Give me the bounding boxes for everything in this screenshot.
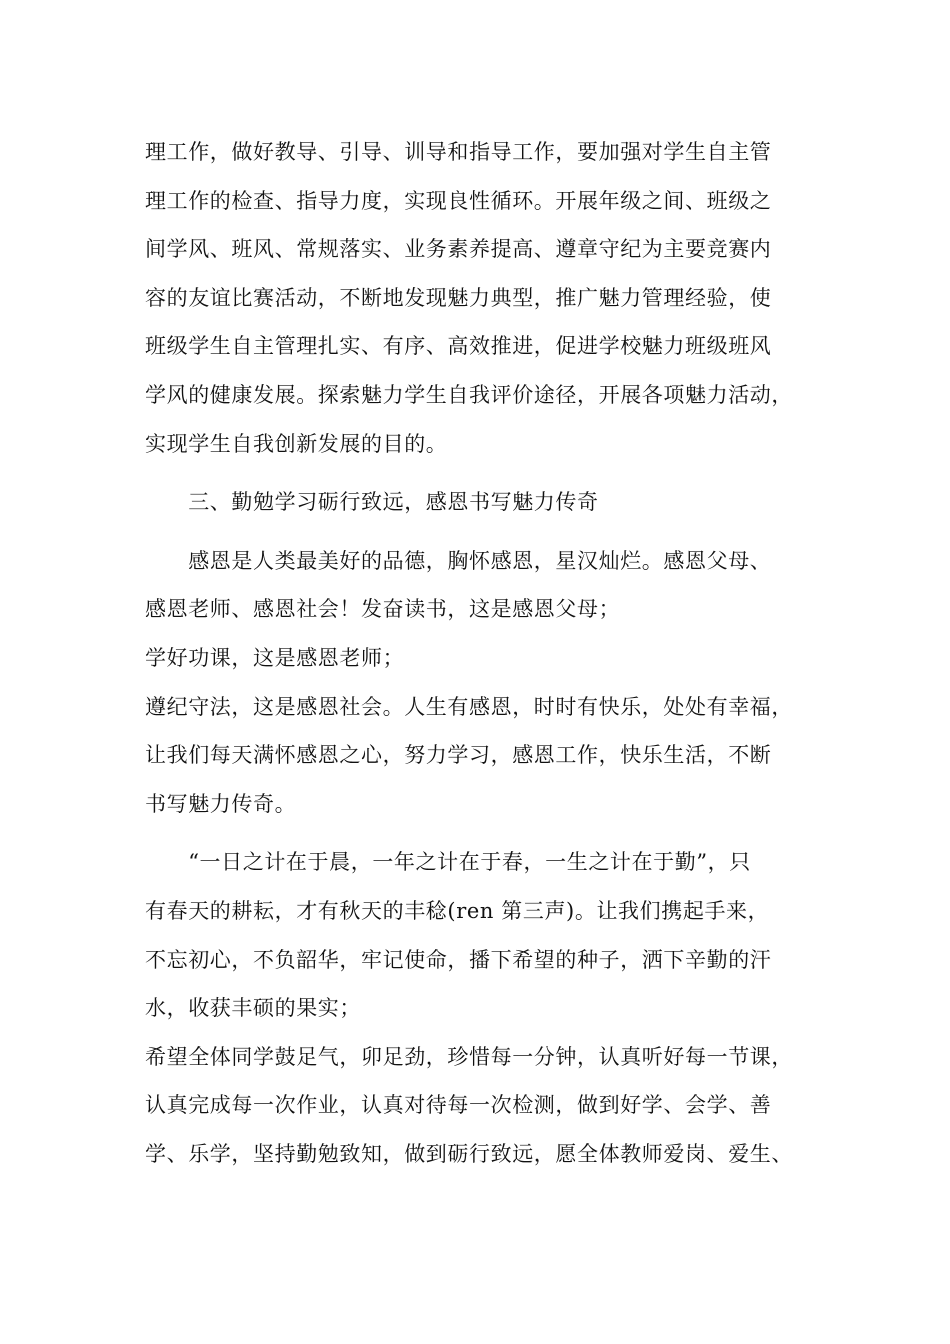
text-line: 容的友谊比赛活动，不断地发现魅力典型，推广魅力管理经验，使: [145, 285, 772, 310]
text-line: 间学风、班风、常规落实、业务素养提高、遵章守纪为主要竞赛内: [145, 237, 772, 262]
text-line: 实现学生自我创新发展的目的。: [145, 431, 448, 456]
text-line: 感恩老师、感恩社会！发奋读书，这是感恩父母；: [145, 597, 621, 622]
text-line: 理工作的检查、指导力度，实现良性循环。开展年级之间、班级之: [145, 188, 772, 213]
body-text: [145, 128, 825, 1178]
text-line: 感恩是人类最美好的品德，胸怀感恩，星汉灿烂。感恩父母、: [145, 548, 772, 573]
paragraph-gap: [145, 468, 825, 478]
text-line: 学好功课，这是感恩老师；: [145, 645, 405, 670]
text-line: 认真完成每一次作业，认真对待每一次检测，做到好学、会学、善: [145, 1093, 772, 1118]
paragraph-gap: [145, 527, 825, 537]
text-line: 书写魅力传奇。: [145, 791, 297, 816]
text-line: 学、乐学，坚持勤勉致知，做到砺行致远，愿全体教师爱岗、爱生、: [145, 1141, 793, 1166]
text-line: 理工作，做好教导、引导、训导和指导工作，要加强对学生自主管: [145, 140, 772, 164]
text-line: 水，收获丰硕的果实；: [145, 996, 361, 1021]
text-line: 让我们每天满怀感恩之心，努力学习，感恩工作，快乐生活，不断: [145, 743, 772, 768]
paragraph-gap: [145, 828, 825, 838]
section-heading: 三、勤勉学习砺行致远，感恩书写魅力传奇: [145, 490, 599, 515]
text-line: 希望全体同学鼓足气，卯足劲，珍惜每一分钟，认真听好每一节课，: [145, 1044, 793, 1069]
text-line: 班级学生自主管理扎实、有序、高效推进，促进学校魅力班级班风: [145, 334, 772, 359]
text-line: 不忘初心，不负韶华，牢记使命，播下希望的种子，洒下辛勤的汗: [145, 947, 772, 972]
text-line: “一日之计在于晨，一年之计在于春，一生之计在于勤”，只: [145, 850, 751, 875]
text-line: 遵纪守法，这是感恩社会。人生有感恩，时时有快乐，处处有幸福，: [145, 694, 793, 719]
text-line: 学风的健康发展。探索魅力学生自我评价途径，开展各项魅力活动，: [145, 382, 793, 407]
text-line: 有春天的耕耘，才有秋天的丰稔(ren 第三声)。让我们携起手来，: [145, 898, 770, 923]
